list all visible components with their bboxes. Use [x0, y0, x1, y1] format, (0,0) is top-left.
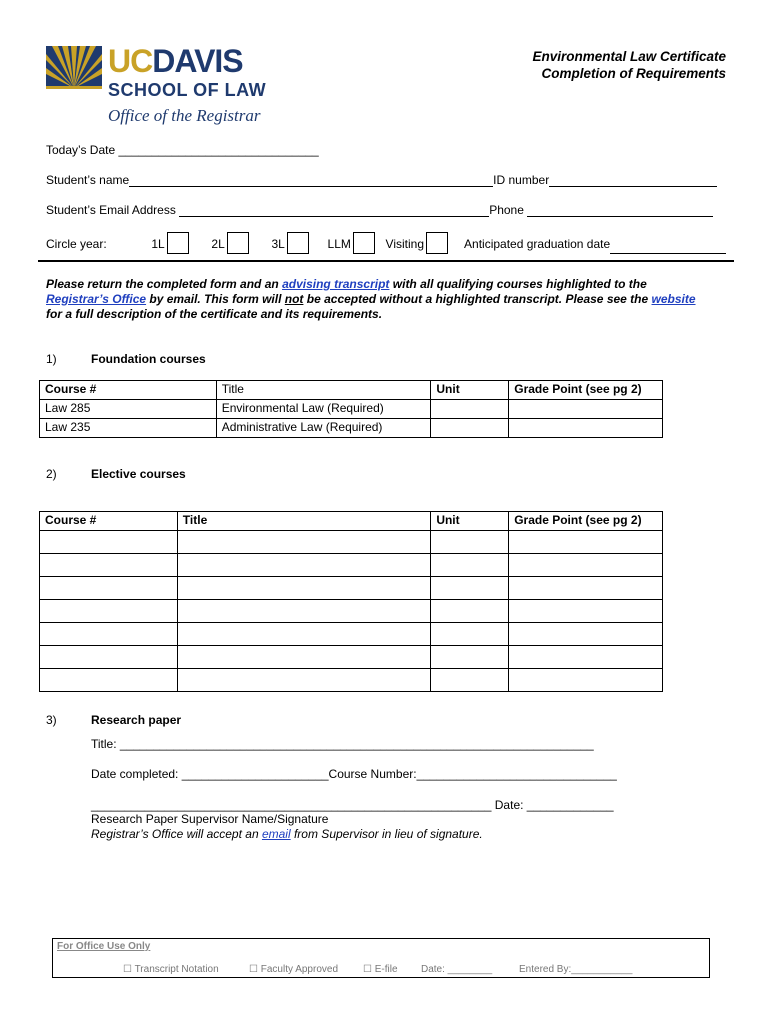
table-row[interactable] — [40, 554, 663, 577]
table-row[interactable] — [40, 600, 663, 623]
section3-title: Research paper — [91, 713, 182, 727]
unit-cell[interactable] — [431, 400, 509, 419]
student-name-row: Student’s name ID number — [46, 173, 717, 187]
header-grade: Grade Point (see pg 2) — [509, 381, 663, 400]
entered-by-field[interactable]: Entered By:___________ — [519, 964, 633, 975]
supervisor-note: Registrar’s Office will accept an email from Supervisor in lieu of signature. — [91, 827, 483, 841]
checkbox-llm[interactable] — [353, 232, 375, 254]
foundation-courses-table — [39, 380, 663, 438]
table-row: Law 285 Environmental Law (Required) — [40, 400, 663, 419]
website-link[interactable]: website — [651, 292, 696, 306]
faculty-approved-checkbox[interactable]: ☐ Faculty Approved — [249, 964, 339, 975]
advising-transcript-link[interactable]: advising transcript — [282, 277, 390, 291]
signature-line[interactable]: ____________________________________________________________ Date: _____________ — [91, 798, 614, 812]
checkbox-1l[interactable] — [167, 232, 189, 254]
logo-school: SCHOOL OF LAW — [108, 80, 267, 100]
instructions: Please return the completed form and an advising transcript with all qualifying courses highlighted to the Registrar’s Office by email. This form will not be accepted without a highlighted transcript. Please see the website for a full description of the certificate and its requirements. — [46, 277, 696, 321]
section3-number: 3) — [46, 713, 57, 727]
form-title: Environmental Law Certificate Completion of Requirements — [532, 49, 726, 81]
registrars-office-link[interactable]: Registrar’s Office — [46, 292, 147, 306]
logo-wordmark: UCDAVIS — [108, 43, 243, 79]
office-heading: For Office Use Only — [57, 941, 151, 952]
office-use-box — [52, 938, 710, 978]
header-course: Course # — [40, 381, 217, 400]
header-unit: Unit — [431, 381, 509, 400]
checkbox-visiting[interactable] — [426, 232, 448, 254]
email-input[interactable] — [179, 204, 489, 217]
table-row[interactable] — [40, 646, 663, 669]
header-title: Title — [177, 512, 431, 531]
grade-cell[interactable] — [509, 400, 663, 419]
table-row[interactable] — [40, 623, 663, 646]
table-header-row — [40, 381, 663, 400]
transcript-notation-checkbox[interactable]: ☐ Transcript Notation — [123, 964, 219, 975]
elective-courses-table — [39, 511, 663, 692]
checkbox-3l[interactable] — [287, 232, 309, 254]
section2-number: 2) — [46, 467, 57, 481]
checkbox-2l[interactable] — [227, 232, 249, 254]
graduation-date-input[interactable] — [610, 241, 726, 254]
table-row: Law 235 Administrative Law (Required) — [40, 419, 663, 438]
table-header-row — [40, 512, 663, 531]
efile-checkbox[interactable]: ☐ E-file — [363, 964, 398, 975]
table-row[interactable] — [40, 531, 663, 554]
signature-label: Research Paper Supervisor Name/Signature — [91, 812, 329, 826]
student-name-input[interactable] — [129, 174, 493, 187]
section1-title: Foundation courses — [91, 352, 206, 366]
research-title-field[interactable]: Title: _______________________________________________________________________ — [91, 737, 594, 751]
office-date-field[interactable]: Date: ________ — [421, 964, 493, 975]
logo-registrar: Office of the Registrar — [108, 106, 261, 125]
email-row: Student’s Email Address Phone — [46, 203, 713, 217]
email-link[interactable]: email — [261, 827, 291, 841]
id-number-input[interactable] — [549, 174, 717, 187]
date-completed-field[interactable]: Date completed: ______________________Course Number:______________________________ — [91, 767, 617, 781]
header-title: Title — [216, 381, 431, 400]
unit-cell[interactable] — [431, 419, 509, 438]
header-course: Course # — [40, 512, 178, 531]
section1-number: 1) — [46, 352, 57, 366]
grade-cell[interactable] — [509, 419, 663, 438]
divider — [38, 260, 734, 262]
phone-input[interactable] — [527, 204, 713, 217]
uc-davis-law-logo — [46, 42, 286, 132]
table-row[interactable] — [40, 577, 663, 600]
todays-date-field[interactable]: Today’s Date ______________________________ — [46, 143, 319, 157]
table-row[interactable] — [40, 669, 663, 692]
header-grade: Grade Point (see pg 2) — [509, 512, 663, 531]
section2-title: Elective courses — [91, 467, 186, 481]
header-unit: Unit — [431, 512, 509, 531]
circle-year-row: Circle year: 1L 2L 3L LLM Visiting Anticipated graduation date — [46, 232, 726, 254]
